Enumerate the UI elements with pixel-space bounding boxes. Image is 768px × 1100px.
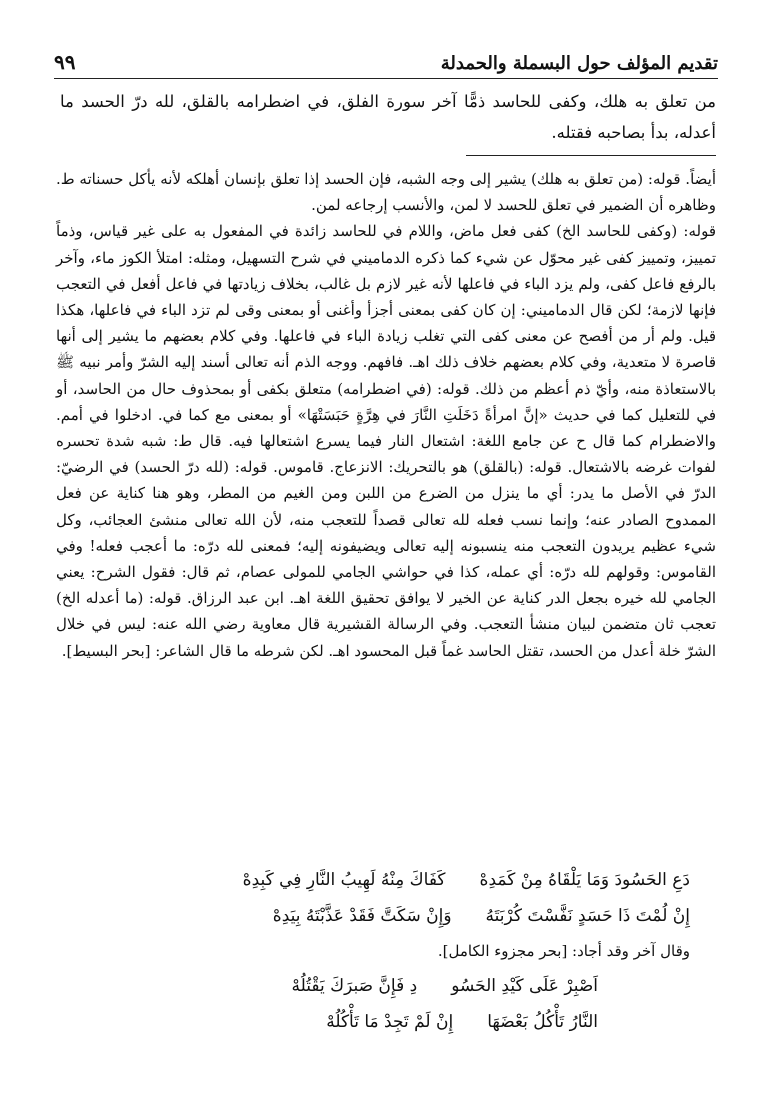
page-number: ٩٩ (54, 50, 76, 74)
hemistich: دَعِ الحَسُودَ وَمَا يَلْقَاهُ مِنْ كَمَدِهْ (479, 870, 690, 890)
poem-verse (70, 862, 690, 898)
hemistich: إِنْ لَمْ تَجِدْ مَا تَأْكُلُهْ (326, 1012, 454, 1032)
hemistich: النَّارُ تَأْكُلُ بَعْضَهَا (487, 1012, 598, 1032)
poem-kamil (138, 968, 598, 1040)
poem-verse (70, 898, 690, 934)
main-text (60, 86, 716, 148)
hemistich: وَإِنْ سَكَتَّ فَقَدْ عَذَّبْتَهُ بِيَدِهْ (272, 906, 452, 926)
commentary-paragraph-2: قوله: (وكفى للحاسد الخ) كفى فعل ماض، واللام في للحاسد زائدة في المفعول به على غير قياس، وذماً تمييز، وتمييز كفى غير محوّل عن شيء كما ذكره الدماميني في شرح التسهيل، ومثله: امتلأ الكوز ماء، وآخر بالرفع فاعل كفى، ولم يزد الباء في فاعلها لأنه غير لازم بل غالب، بخلاف زيادتها في فاعل أفعل في التعجب فإنها لازمة؛ لكن قال الدماميني: إن كان كفى بمعنى أجزأ وأغنى أو بمعنى وقى لم تزد الباء في فاعلها، هكذا قيل. ولم أر من أفصح عن معنى كفى التي تغلب زيادة الباء في فاعلها. وفي كلام بعضهم ما يشير إلى أنها قاصرة لا متعدية، وفي كلام بعضهم خلاف ذلك اهـ. فافهم. ووجه الذم أنه تعالى أسند إليه الشرّ وأمر نبيه ﷺ بالاستعاذة منه، وأيّ ذم أعظم من ذلك. قوله: (في اضطرامه) متعلق بكفى أو بمحذوف حال من الحاسد، أو في للتعليل كما في حديث «إنَّ امرأةً دَخَلَتِ النَّارَ في هِرَّةٍ حَبَسَتْهَا» أو بمعنى مع كما في. ادخلوا في أمم. والاضطرام كما قال ح عن جامع اللغة: اشتعال النار فيما يسرع اشتعالها فيه. قال ط: شبه شدة تحسره لفوات غرضه بالاشتعال. قوله: (بالقلق) هو بالتحريك: الانزعاج. قاموس. قوله: (لله درّ الحسد) في الرضيّ: الدرّ في الأصل ما يدر: أي ما ينزل من الضرع من اللبن ومن الغيم من المطر، وهو هنا كناية عن فعل الممدوح الصادر عنه؛ وإنما نسب فعله لله تعالى قصداً للتعجب منه، لأن الله تعالى منشئ العجائب، وكل شيء عظيم يريدون التعجب منه ينسبونه إليه تعالى ويضيفونه إليه؛ فمعنى لله درّه: ما أعجب فعله! وفي القاموس: وقولهم لله درّه: أي عمله، كذا في حواشي الجامي للمولى عصام، ثم قال: فقول الشرح: يعني الجامي لله خيره بجعل الدر كناية عن الخير لا يوافق تحقيق اللغة اهـ. ابن عبد الرزاق. قوله: (ما أعدله الخ) تعجب ثان متضمن لبيان منشأ التعجب. وفي الرسالة القشيرية قال معاوية رضي الله عنه: ليس في خلال الشرّ خلة أعدل من الحسد، تقتل الحاسد غماً قبل المحسود اهـ. لكن شرطه ما قال الشاعر: [بحر البسيط]. (56, 222, 716, 660)
commentary (56, 166, 716, 664)
running-title: تقديم المؤلف حول البسملة والحمدلة (440, 53, 718, 74)
poem-verse (138, 968, 598, 1004)
hemistich: اَصْبِرْ عَلَى كَيْدِ الحَسُو (451, 976, 598, 996)
commentary-paragraph-1: أيضاً. قوله: (من تعلق به هلك) يشير إلى وجه الشبه، فإن الحسد إذا تعلق بإنسان أهلكه لأنه يأكل حسناته ط. وظاهره أن الضمير في تعلق للحسد لا لمن، والأنسب إرجاعه لمن. (56, 170, 716, 215)
poem-verse (138, 1004, 598, 1040)
poem-intro: وقال آخر وقد أجاد: [بحر مجزوء الكامل]. (437, 942, 690, 960)
hemistich: دِ فَإِنَّ صَبرَكَ يَقْتُلُهْ (291, 976, 418, 996)
main-paragraph: من تعلق به هلك، وكفى للحاسد ذمًّا آخر سورة الفلق، في اضطرامه بالقلق، لله درّ الحسد ما أعدله، بدأ بصاحبه فقتله. (60, 92, 716, 142)
hemistich: إِنْ لُمْتَ ذَا حَسَدٍ نَفَّسْتَ كُرْبَتَهُ (485, 906, 690, 926)
page-header (54, 38, 718, 79)
footnote-separator (466, 155, 716, 156)
poem-basit (70, 862, 690, 934)
hemistich: كَفَاكَ مِنْهُ لَهِيبُ النَّارِ فِي كَبِدِهْ (242, 870, 446, 890)
